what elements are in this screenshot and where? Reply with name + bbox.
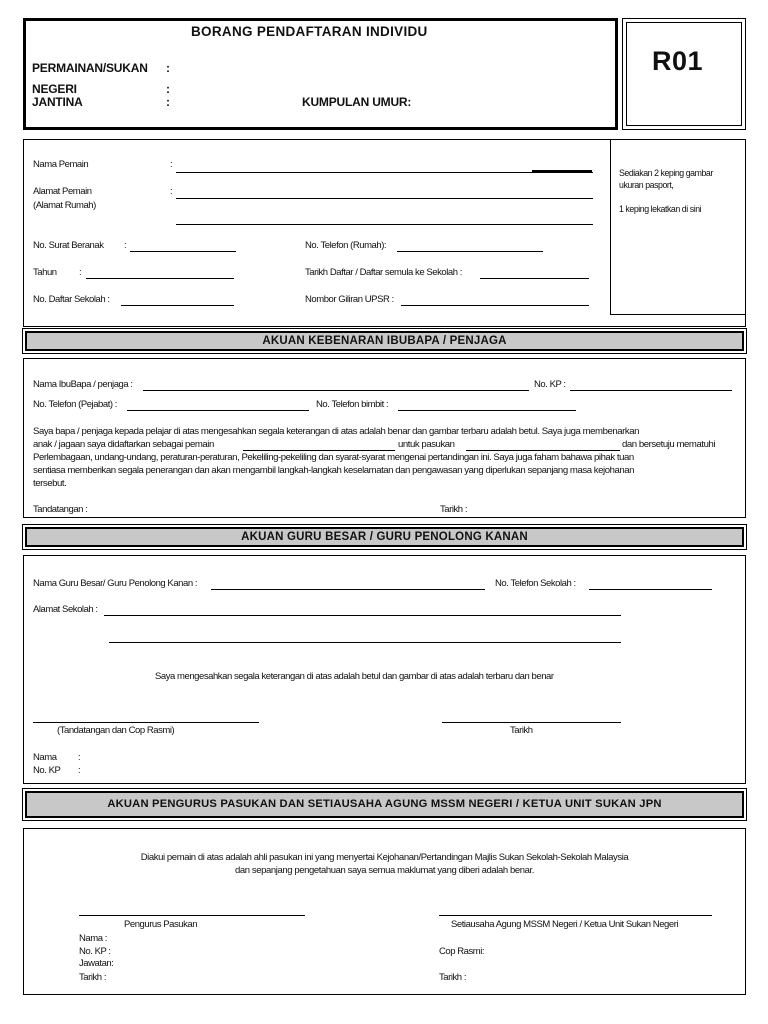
telefon-pejabat-field[interactable] — [127, 410, 309, 411]
parent-para-line-5: tersebut. — [33, 478, 67, 489]
jantina-label: JANTINA — [32, 95, 83, 109]
parent-para-line-3: Perlembagaan, undang-undang, peraturan-peraturan, Pekeliling-pekeliling dan syarat-syarat mengenai pertandingan ini. Saya juga faham bahawa pihak tuan — [33, 452, 634, 463]
pengurus-signature-line[interactable] — [79, 915, 305, 916]
guru-besar-field[interactable] — [211, 589, 485, 590]
tarikh-daftar-label: Tarikh Daftar / Daftar semula ke Sekolah : — [305, 267, 462, 278]
telefon-rumah-field[interactable] — [397, 251, 543, 252]
telefon-bimbit-label: No. Telefon bimbit : — [316, 399, 389, 410]
telefon-sekolah-label: No. Telefon Sekolah : — [495, 578, 576, 589]
alamat-field-2[interactable] — [176, 224, 593, 225]
headmaster-signature-line[interactable] — [33, 722, 259, 723]
parent-para-line-2b: untuk pasukan — [398, 439, 455, 450]
upsr-field[interactable] — [401, 305, 589, 306]
manager-jawatan-label: Jawatan: — [79, 958, 114, 969]
form-code: R01 — [652, 46, 704, 76]
alamat-field-1[interactable] — [176, 198, 593, 199]
jantina-colon: : — [166, 95, 170, 109]
negeri-label: NEGERI — [32, 82, 77, 96]
manager-banner: AKUAN PENGURUS PASUKAN DAN SETIAUSAHA AGUNG MSSM NEGERI / KETUA UNIT SUKAN JPN — [25, 791, 744, 818]
parent-tandatangan-label: Tandatangan : — [33, 504, 88, 515]
tahun-colon: : — [79, 267, 82, 278]
tahun-label: Tahun — [33, 267, 57, 278]
headmaster-nama-colon: : — [78, 752, 81, 763]
manager-statement-1: Diakui pemain di atas adalah ahli pasukan ini yang menyertai Kejohanan/Pertandingan Majlis Sukan Sekolah-Sekolah Malaysia — [140, 852, 629, 863]
headmaster-kp-label: No. KP — [33, 765, 61, 776]
manager-cop-label: Cop Rasmi: — [439, 946, 485, 957]
alamat-sekolah-field-2[interactable] — [109, 642, 621, 643]
photo-instruction-1: Sediakan 2 keping gambar — [619, 168, 713, 178]
telefon-bimbit-field[interactable] — [398, 410, 576, 411]
upsr-label: Nombor Giliran UPSR : — [305, 294, 394, 305]
parent-para-line-1: Saya bapa / penjaga kepada pelajar di atas mengesahkan segala keterangan di atas adalah benar dan gambar terbaru adalah betul. Saya juga membenarkan — [33, 426, 639, 437]
parent-tarikh-label: Tarikh : — [440, 504, 468, 515]
alamat-sekolah-field-1[interactable] — [104, 615, 621, 616]
telefon-sekolah-field[interactable] — [589, 589, 712, 590]
nama-pemain-field-bold — [532, 170, 592, 172]
guru-besar-label: Nama Guru Besar/ Guru Penolong Kanan : — [33, 578, 198, 589]
manager-kp-label: No. KP : — [79, 946, 111, 957]
nama-pemain-label: Nama Pemain — [33, 159, 89, 170]
manager-nama-label: Nama : — [79, 933, 107, 944]
parent-name-field[interactable] — [143, 390, 529, 391]
pemain-sukan-field[interactable] — [243, 450, 395, 451]
nama-pemain-colon: : — [170, 159, 173, 170]
pasukan-field[interactable] — [466, 450, 620, 451]
daftar-sekolah-field[interactable] — [121, 305, 234, 306]
setiausaha-label: Setiausaha Agung MSSM Negeri / Ketua Unit Sukan Negeri — [451, 919, 679, 930]
alamat-pemain-colon: : — [170, 186, 173, 197]
pengurus-label: Pengurus Pasukan — [124, 919, 198, 930]
surat-beranak-label: No. Surat Beranak — [33, 240, 104, 251]
headmaster-signature-label: (Tandatangan dan Cop Rasmi) — [57, 725, 175, 736]
photo-instruction-2: ukuran pasport, — [619, 180, 674, 190]
headmaster-banner: AKUAN GURU BESAR / GURU PENOLONG KANAN — [25, 527, 744, 547]
alamat-sekolah-label: Alamat Sekolah : — [33, 604, 98, 615]
nama-pemain-field[interactable] — [176, 172, 593, 173]
photo-instruction-3: 1 keping lekatkan di sini — [619, 204, 702, 214]
headmaster-tarikh-label: Tarikh — [510, 725, 533, 736]
tahun-field[interactable] — [86, 278, 234, 279]
manager-statement-2: dan sepanjang pengetahuan saya semua maklumat yang diberi adalah benar. — [234, 865, 535, 876]
headmaster-tarikh-line[interactable] — [442, 722, 621, 723]
tarikh-daftar-field[interactable] — [480, 278, 589, 279]
parent-para-line-4: sentiasa memberikan segala penerangan dan akan mengambil langkah-langkah keselamatan dan pengawasan yang diperlukan sepanjang masa kejohanan — [33, 465, 635, 476]
parent-para-line-2c: dan bersetuju mematuhi — [622, 439, 716, 450]
parent-banner: AKUAN KEBENARAN IBUBAPA / PENJAGA — [25, 331, 744, 351]
form-title: BORANG PENDAFTARAN INDIVIDU — [191, 24, 428, 39]
photo-box — [610, 139, 746, 315]
parent-name-label: Nama IbuBapa / penjaga : — [33, 379, 133, 390]
telefon-rumah-label: No. Telefon (Rumah): — [305, 240, 387, 251]
telefon-pejabat-label: No. Telefon (Pejabat) : — [33, 399, 118, 410]
setiausaha-signature-line[interactable] — [439, 915, 712, 916]
alamat-rumah-label: (Alamat Rumah) — [33, 200, 96, 211]
headmaster-statement: Saya mengesahkan segala keterangan di atas adalah betul dan gambar di atas adalah terbaru dan benar — [155, 671, 554, 682]
parent-para-line-2a: anak / jagaan saya didaftarkan sebagai pemain — [33, 439, 214, 450]
alamat-pemain-label: Alamat Pemain — [33, 186, 92, 197]
daftar-sekolah-label: No. Daftar Sekolah : — [33, 294, 110, 305]
parent-kp-field[interactable] — [570, 390, 732, 391]
negeri-colon: : — [166, 82, 170, 96]
headmaster-nama-label: Nama — [33, 752, 57, 763]
parent-kp-label: No. KP : — [534, 379, 566, 390]
manager-tarikh-right-label: Tarikh : — [439, 972, 467, 983]
surat-beranak-field[interactable] — [130, 251, 236, 252]
permainan-label: PERMAINAN/SUKAN — [32, 61, 148, 75]
manager-tarikh-label: Tarikh : — [79, 972, 107, 983]
signature-row-clip — [24, 500, 744, 516]
surat-beranak-colon: : — [124, 240, 127, 251]
permainan-colon: : — [166, 61, 170, 75]
headmaster-kp-colon: : — [78, 765, 81, 776]
kumpulan-label: KUMPULAN UMUR: — [302, 95, 412, 109]
